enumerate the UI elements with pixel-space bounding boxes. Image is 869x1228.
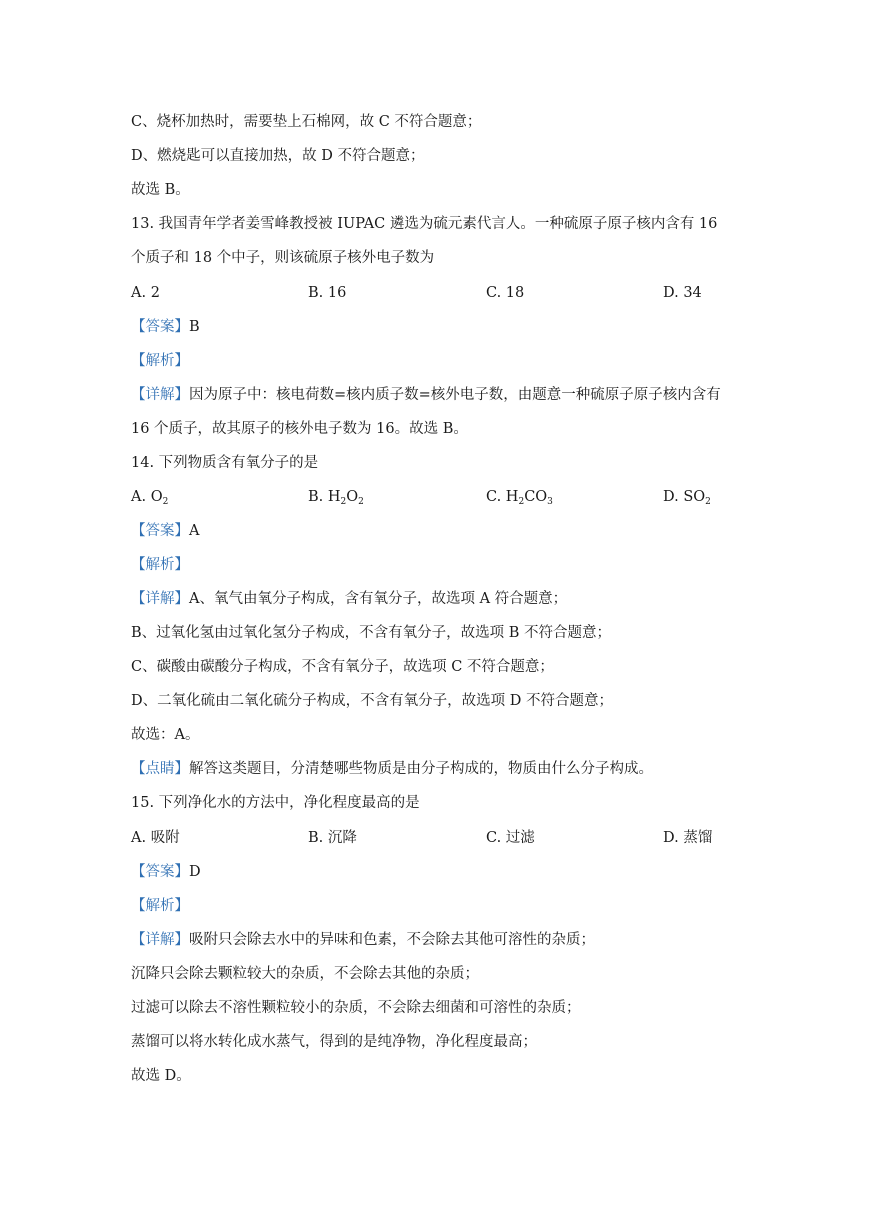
detail-text: 吸附只会除去水中的异味和色素，不会除去其他可溶性的杂质； <box>189 932 595 948</box>
text-line: 故选 B。 <box>131 182 190 198</box>
q15-option-b: B. 沉降 <box>308 830 357 846</box>
analysis-line <box>131 351 189 371</box>
detail-line <box>131 930 595 950</box>
q14-option-c: C. $H_2CO_3$ <box>486 489 553 507</box>
text-line: 沉降只会除去颗粒较大的杂质，不会除去其他的杂质； <box>131 966 479 982</box>
detail-line <box>131 385 721 405</box>
answer-line <box>131 862 201 882</box>
q14-option-b: B. $H_2O_2$ <box>308 489 364 507</box>
detail-line <box>131 589 567 609</box>
text-line: C、碳酸由碳酸分子构成，不含有氧分子，故选项 C 不符合题意； <box>131 659 554 675</box>
detail-tag: 【详解】 <box>131 932 189 948</box>
text-line: D、燃烧匙可以直接加热，故 D 不符合题意； <box>131 148 425 164</box>
analysis-line <box>131 896 189 916</box>
answer-value: B <box>189 319 200 335</box>
q14-option-d: D. $SO_2$ <box>663 489 711 507</box>
text-line: D、二氧化硫由二氧化硫分子构成，不含有氧分子，故选项 D 不符合题意； <box>131 693 613 709</box>
q14-option-a: A. $O_2$ <box>131 489 169 507</box>
q13-option-a: A. 2 <box>131 285 160 301</box>
text-line: 故选 D。 <box>131 1068 191 1084</box>
detail-text: A、氧气由氧分子构成，含有氧分子，故选项 A 符合题意； <box>189 591 568 607</box>
answer-tag: 【答案】 <box>131 864 189 880</box>
q15-option-a: A. 吸附 <box>131 830 180 846</box>
detail-tag: 【详解】 <box>131 591 189 607</box>
question-15: 15. 下列净化水的方法中，净化程度最高的是 <box>131 795 420 811</box>
answer-tag: 【答案】 <box>131 523 189 539</box>
comment-text: 解答这类题目，分清楚哪些物质是由分子构成的，物质由什么分子构成。 <box>189 761 653 777</box>
q13-option-c: C. 18 <box>486 285 525 301</box>
answer-value: A <box>189 523 200 539</box>
text-line: 蒸馏可以将水转化成水蒸气，得到的是纯净物，净化程度最高； <box>131 1034 537 1050</box>
question-13-cont: 个质子和 18 个中子，则该硫原子核外电子数为 <box>131 250 435 266</box>
q13-option-d: D. 34 <box>663 285 702 301</box>
text-line: 16 个质子，故其原子的核外电子数为 16。故选 B。 <box>131 421 468 437</box>
text-line: 故选：A。 <box>131 727 200 743</box>
answer-line <box>131 317 200 337</box>
answer-value: D <box>189 864 201 880</box>
analysis-tag: 【解析】 <box>131 898 189 914</box>
q15-option-c: C. 过滤 <box>486 830 535 846</box>
analysis-tag: 【解析】 <box>131 353 189 369</box>
detail-text: 因为原子中：核电荷数=核内质子数=核外电子数，由题意一种硫原子原子核内含有 <box>189 387 721 403</box>
q15-option-d: D. 蒸馏 <box>663 830 713 846</box>
analysis-line <box>131 555 189 575</box>
question-14: 14. 下列物质含有氧分子的是 <box>131 455 319 471</box>
analysis-tag: 【解析】 <box>131 557 189 573</box>
question-13: 13. 我国青年学者姜雪峰教授被 IUPAC 遴选为硫元素代言人。一种硫原子原子核内含有 16 <box>131 216 718 232</box>
q13-option-b: B. 16 <box>308 285 347 301</box>
text-line: C、烧杯加热时，需要垫上石棉网，故 C 不符合题意； <box>131 114 482 130</box>
text-line: 过滤可以除去不溶性颗粒较小的杂质，不会除去细菌和可溶性的杂质； <box>131 1000 581 1016</box>
answer-line <box>131 521 199 541</box>
comment-line <box>131 759 653 779</box>
comment-tag: 【点睛】 <box>131 761 189 777</box>
answer-tag: 【答案】 <box>131 319 189 335</box>
detail-tag: 【详解】 <box>131 387 189 403</box>
text-line: B、过氧化氢由过氧化氢分子构成，不含有氧分子，故选项 B 不符合题意； <box>131 625 612 641</box>
